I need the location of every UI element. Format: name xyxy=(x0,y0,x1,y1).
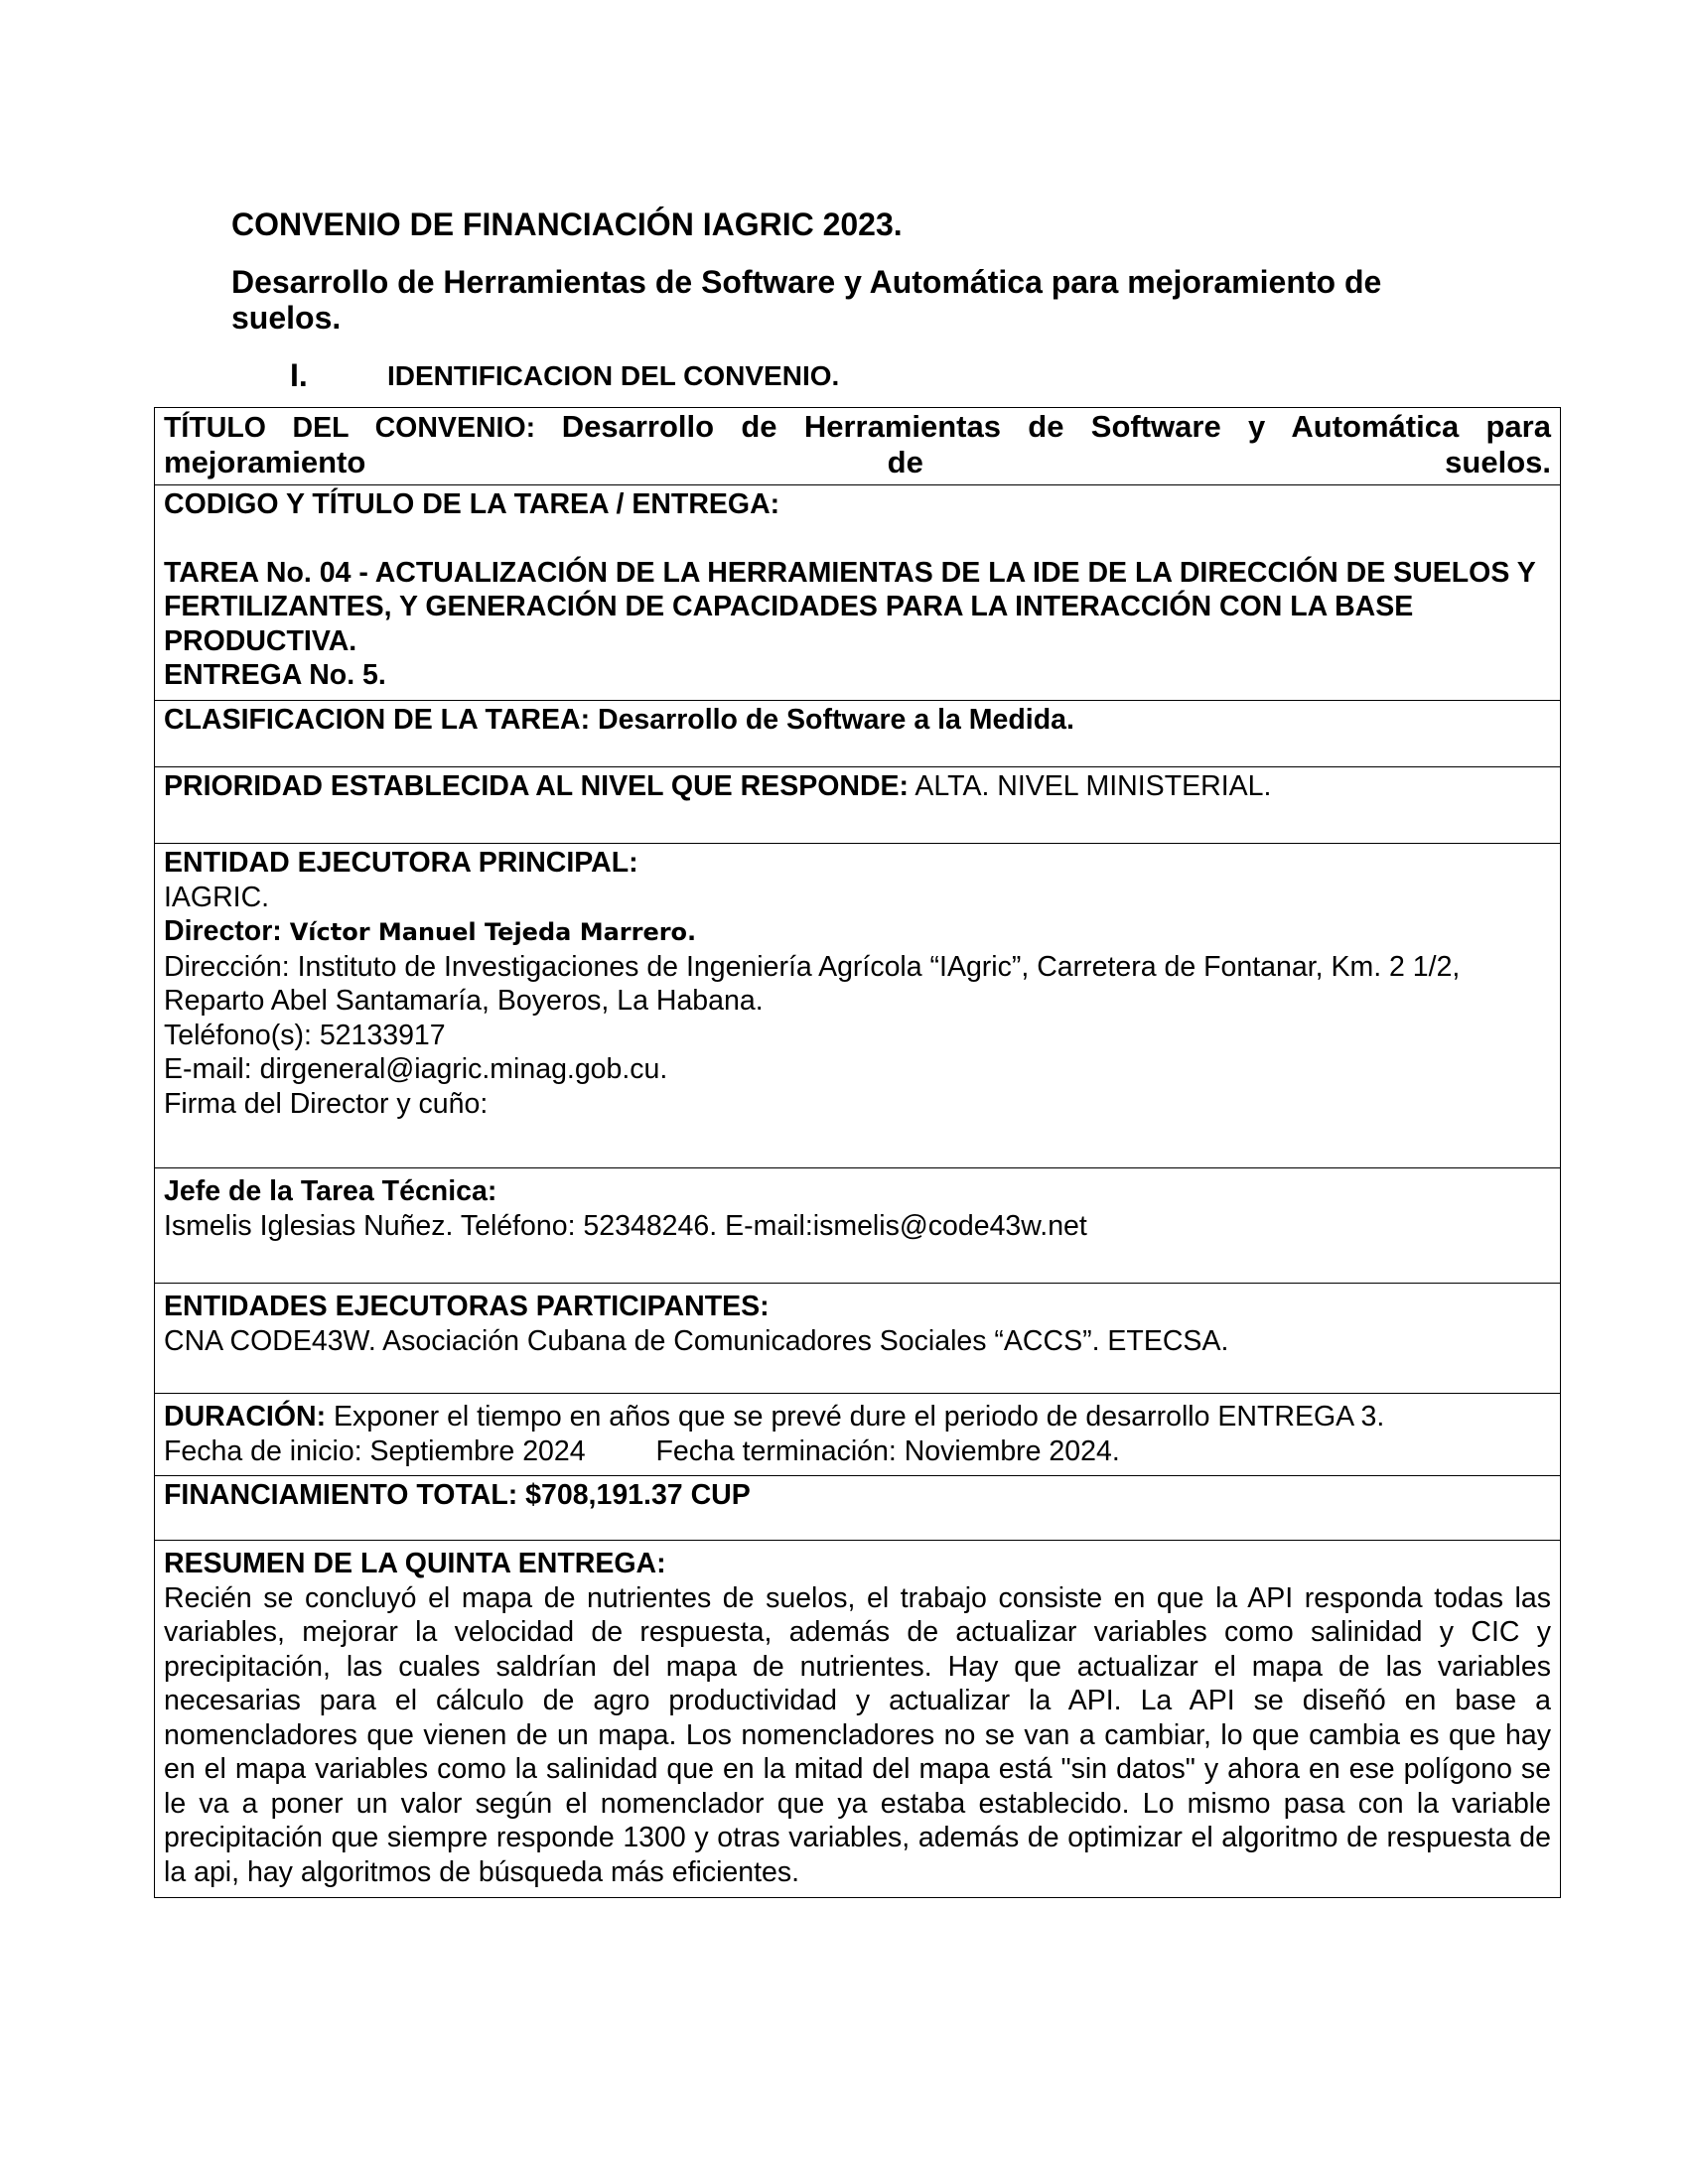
cell-codigo xyxy=(155,485,1561,701)
row-jefe xyxy=(155,1168,1561,1284)
duracion-label: DURACIÓN: xyxy=(164,1401,327,1433)
document-subtitle: Desarrollo de Herramientas de Software y Automática para mejoramiento de suelos. xyxy=(231,264,1382,336)
director-name: Víctor Manuel Tejeda Marrero. xyxy=(289,918,697,946)
row-entidad xyxy=(155,844,1561,1168)
codigo-tarea: TAREA No. 04 - ACTUALIZACIÓN DE LA HERRAMIENTAS DE LA IDE DE LA DIRECCIÓN DE SUELOS Y FERTILIZANTES, Y GENERACIÓN DE CAPACIDADES PARA LA INTERACCIÓN CON LA BASE PRODUCTIVA. xyxy=(164,556,1536,657)
row-participantes xyxy=(155,1284,1561,1394)
document-title: CONVENIO DE FINANCIACIÓN IAGRIC 2023. xyxy=(231,206,903,242)
entidad-name: IAGRIC. xyxy=(164,881,270,913)
duracion-terminacion: Fecha terminación: Noviembre 2024. xyxy=(655,1434,1120,1467)
prioridad-label: PRIORIDAD ESTABLECIDA AL NIVEL QUE RESPONDE: xyxy=(164,770,910,802)
prioridad-value: ALTA. NIVEL MINISTERIAL. xyxy=(914,770,1272,802)
financiamiento-label: FINANCIAMIENTO TOTAL: xyxy=(164,1479,518,1511)
row-duracion xyxy=(155,1394,1561,1476)
cell-jefe xyxy=(155,1168,1561,1284)
participantes-label: ENTIDADES EJECUTORAS PARTICIPANTES: xyxy=(164,1291,770,1322)
financiamiento-value: $708,191.37 CUP xyxy=(525,1479,751,1511)
section-title: IDENTIFICACION DEL CONVENIO. xyxy=(387,360,840,391)
row-prioridad xyxy=(155,767,1561,844)
clasificacion-value: Desarrollo de Software a la Medida. xyxy=(597,704,1074,736)
duracion-value: Exponer el tiempo en años que se prevé dure el periodo de desarrollo ENTREGA 3. xyxy=(334,1401,1385,1433)
duracion-inicio: Fecha de inicio: Septiembre 2024 xyxy=(164,1434,586,1467)
row-codigo xyxy=(155,485,1561,701)
entidad-direccion: Dirección: Instituto de Investigaciones de Ingeniería Agrícola “IAgric”, Carretera de Fontanar, Km. 2 1/2, Reparto Abel Santamaría, Boyeros, La Habana. xyxy=(164,950,1461,1017)
titulo-label: TÍTULO DEL CONVENIO: xyxy=(164,412,536,444)
clasificacion-label: CLASIFICACION DE LA TAREA: xyxy=(164,704,591,736)
entidad-firma: Firma del Director y cuño: xyxy=(164,1087,489,1120)
convenio-table xyxy=(154,407,1561,1898)
jefe-label: Jefe de la Tarea Técnica: xyxy=(164,1175,497,1207)
cell-participantes xyxy=(155,1284,1561,1394)
row-resumen xyxy=(155,1541,1561,1898)
entidad-label: ENTIDAD EJECUTORA PRINCIPAL: xyxy=(164,847,638,879)
cell-duracion xyxy=(155,1394,1561,1476)
section-heading xyxy=(290,357,839,394)
codigo-label: CODIGO Y TÍTULO DE LA TAREA / ENTREGA: xyxy=(164,488,780,520)
entidad-telefono: Teléfono(s): 52133917 xyxy=(164,1019,446,1051)
cell-titulo xyxy=(155,408,1561,485)
row-financiamiento xyxy=(155,1476,1561,1541)
titulo-value: Desarrollo de Herramientas de Software y Automática para mejoramiento de suelos. xyxy=(164,409,1551,479)
row-titulo xyxy=(155,408,1561,485)
row-clasificacion xyxy=(155,701,1561,767)
cell-prioridad xyxy=(155,767,1561,844)
cell-resumen xyxy=(155,1541,1561,1898)
cell-financiamiento xyxy=(155,1476,1561,1541)
resumen-label: RESUMEN DE LA QUINTA ENTREGA: xyxy=(164,1548,666,1579)
cell-clasificacion xyxy=(155,701,1561,767)
entidad-email: E-mail: dirgeneral@iagric.minag.gob.cu. xyxy=(164,1053,668,1085)
codigo-entrega: ENTREGA No. 5. xyxy=(164,659,386,691)
participantes-value: CNA CODE43W. Asociación Cubana de Comunicadores Sociales “ACCS”. ETECSA. xyxy=(164,1324,1229,1357)
jefe-value: Ismelis Iglesias Nuñez. Teléfono: 52348246. E-mail:ismelis@code43w.net xyxy=(164,1209,1087,1242)
resumen-value: Recién se concluyó el mapa de nutrientes de suelos, el trabajo consiste en que la API responda todas las variables, mejorar la velocidad de respuesta, además de actualizar variables como salinidad y CIC y precipitación, las cuales saldrían del mapa de nutrientes. Hay que actualizar el mapa de las variables necesarias para el cálculo de agro productividad y actualizar la API. La API se diseñó en base a nomencladores que vienen de un mapa. Los nomencladores no se van a cambiar, lo que cambia es que hay en el mapa variables como la salinidad que en la mitad del mapa está "sin datos" y ahora en ese polígono se le va a poner un valor según el nomenclador que ya estaba establecido. Lo mismo pasa con la variable precipitación que siempre responde 1300 y otras variables, además de optimizar el algoritmo de respuesta de la api, hay algoritmos de búsqueda más eficientes. xyxy=(164,1581,1551,1888)
director-label: Director: xyxy=(164,915,282,947)
cell-entidad xyxy=(155,844,1561,1168)
section-number: I. xyxy=(290,357,308,393)
